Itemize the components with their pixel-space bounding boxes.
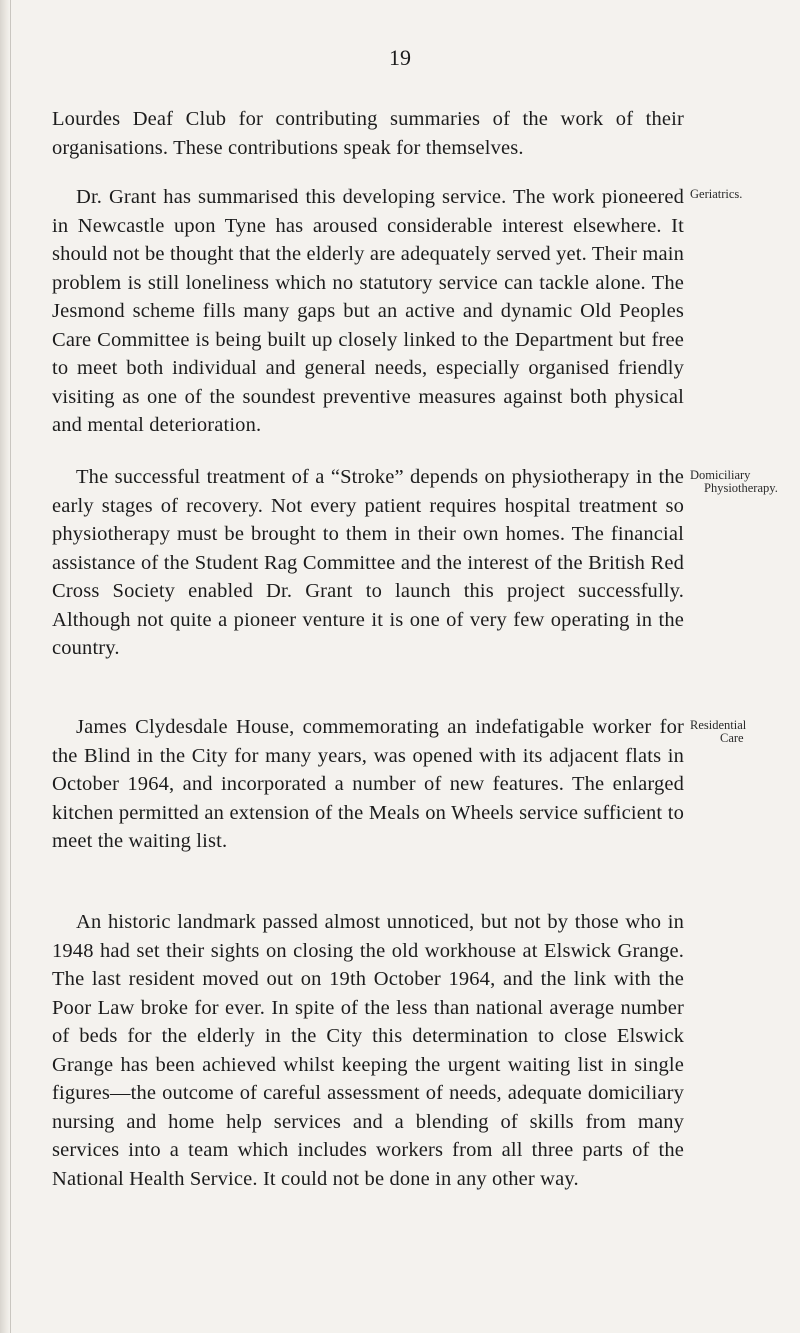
paragraph-text: Lourdes Deaf Club for contributing summaries of the work of their organisations. These contributions speak for themselves. (52, 108, 684, 159)
margin-note-domiciliary-physiotherapy (690, 469, 798, 495)
paragraph-text: James Clydesdale House, commemorating an indefatigable worker for the Blind in the City for many years, was opened with its adjacent flats in October 1964, and incorporated a number of new features. The enlarged kitchen permitted an extension of the Meals on Wheels service sufficient to meet the waiting list. (52, 716, 684, 852)
paragraph-physiotherapy (52, 463, 684, 663)
paragraph-text: The successful treatment of a “Stroke” depends on physiotherapy in the early stages of recovery. Not every patient requires hospital treatment so physiotherapy must be brought to them in their own homes. The financial assistance of the Student Rag Committee and the interest of the British Red Cross Society enabled Dr. Grant to launch this project successfully. Although not quite a pioneer venture it is one of very few operating in the country. (52, 466, 684, 659)
margin-note-text: Care (720, 731, 744, 745)
paragraph-residential-care (52, 713, 684, 856)
paragraph-text: An historic landmark passed almost unnoticed, but not by those who in 1948 had set their sights on closing the old workhouse at Elswick Grange. The last resident moved out on 19th October 1964, and the link with the Poor Law broke for ever. In spite of the less than national average number of beds for the elderly in the City this determination to close Elswick Grange has been achieved whilst keeping the urgent waiting list in single figures—the outcome of careful assessment of needs, adequate domiciliary nursing and home help services and a blending of skills from many services into a team which includes workers from all three parts of the National Health Service. It could not be done in any other way. (52, 911, 684, 1190)
margin-note-text: Domiciliary (690, 468, 751, 482)
margin-note-geriatrics (690, 188, 798, 201)
page-binding-edge (0, 0, 11, 1333)
page-number: 19 (389, 45, 411, 70)
paragraph-text: Dr. Grant has summarised this developing service. The work pioneered in Newcastle upon Tyne has aroused considerable interest elsewhere. It should not be thought that the elderly are adequately served yet. Their main problem is still loneliness which no statutory service can tackle alone. The Jesmond scheme fills many gaps but an active and dynamic Old Peoples Care Committee is being built up closely linked to the Department but free to meet both individual and general needs, especially organised friendly visiting as one of the soundest preventive measures against both physical and mental deterioration. (52, 186, 684, 436)
paragraph-elswick-grange (52, 908, 684, 1193)
paragraph-deaf-club (52, 105, 684, 162)
margin-note-text: Geriatrics. (690, 187, 743, 201)
margin-note-text: Physiotherapy. (704, 481, 778, 495)
margin-note-residential-care (690, 719, 798, 745)
margin-note-text: Residential (690, 718, 747, 732)
paragraph-geriatrics (52, 183, 684, 440)
